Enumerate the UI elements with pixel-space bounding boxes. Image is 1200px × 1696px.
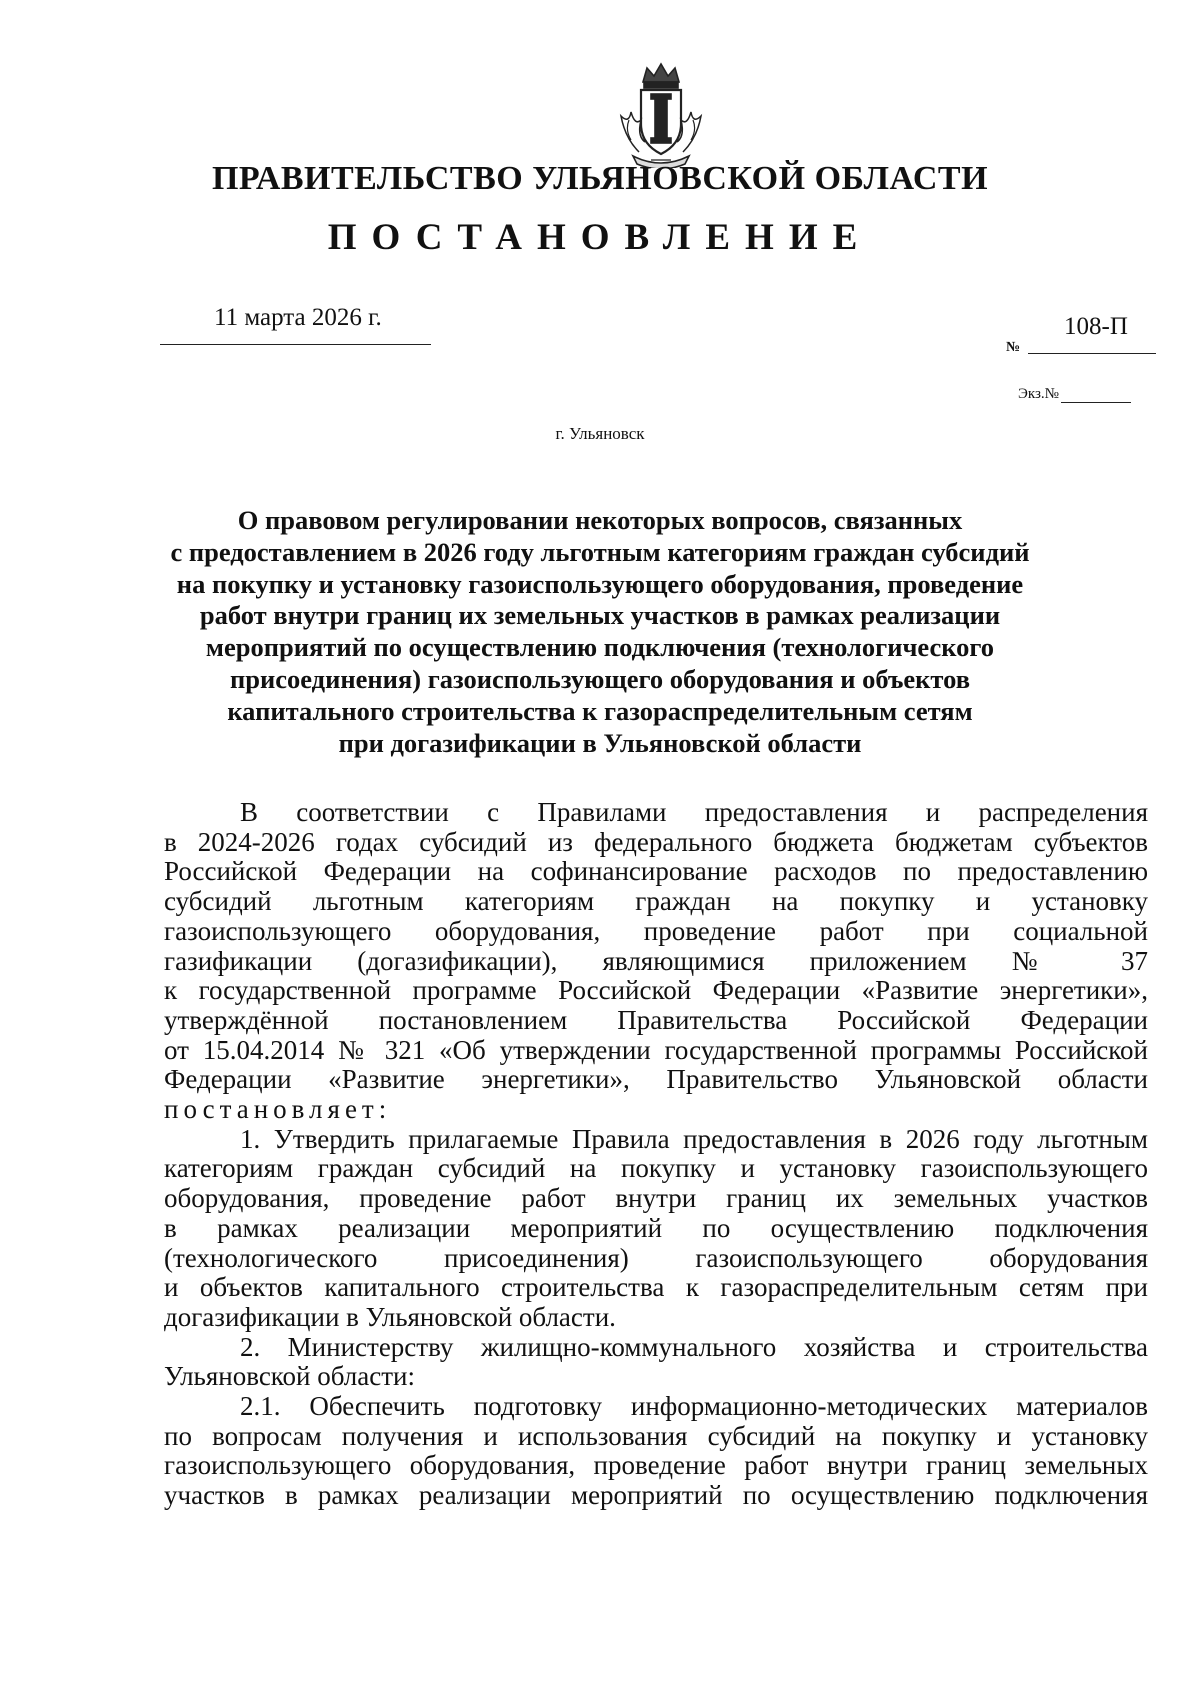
body-line: к государственной программе Российской Федерации «Развитие энергетики», [164,975,1148,1006]
body-line: догазификации в Ульяновской области. [164,1301,616,1332]
body-line: в рамках реализации мероприятий по осуществлению подключения [164,1212,1148,1243]
body-line: оборудования, проведение работ внутри границ их земельных участков [164,1183,1148,1214]
document-heading [140,505,1060,759]
coat-of-arms-icon [611,60,711,168]
body-line: Федерации «Развитие энергетики», Правительство Ульяновской области [164,1064,1148,1095]
heading-line: с предоставлением в 2026 году льготным категориям граждан субсидий [170,536,1030,567]
document-number: 108-П [1064,313,1128,340]
heading-line: мероприятий по осуществлению подключения (технологического [205,632,995,663]
heading-line: на покупку и установку газоиспользующего оборудования, проведение [176,568,1024,599]
document-body [164,798,1148,1511]
copy-number-field [1018,386,1131,403]
body-line: газоиспользующего оборудования, проведение работ при социальной [164,915,1148,946]
copy-number-line [1061,402,1131,403]
body-line: 1. Утвердить прилагаемые Правила предоставления в 2026 году льготным [240,1123,1148,1154]
body-line: газификации (догазификации), являющимися приложением № 37 [164,945,1148,976]
body-line: 2.1. Обеспечить подготовку информационно-методических материалов [240,1391,1148,1422]
number-sign: № [1006,340,1021,355]
date-underline [160,344,431,345]
body-line: В соответствии с Правилами предоставления и распределения [240,797,1148,827]
body-line: утверждённой постановлением Правительства Российской Федерации [164,1004,1148,1035]
copy-label: Экз.№ [1018,386,1059,402]
heading-line: капитального строительства к газораспределительным сетям [227,695,973,726]
body-line: участков в рамках реализации мероприятий по осуществлению подключения [164,1480,1148,1511]
city-name: г. Ульяновск [555,424,645,443]
government-name: ПРАВИТЕЛЬСТВО УЛЬЯНОВСКОЙ ОБЛАСТИ [211,160,989,197]
heading-line: присоединения) газоиспользующего оборудования и объектов [229,663,971,694]
document-date: 11 марта 2026 г. [214,304,382,331]
heading-line: О правовом регулировании некоторых вопросов, связанных [237,505,963,535]
body-line: по вопросам получения и использования субсидий на покупку и установку [164,1420,1148,1451]
body-line: от 15.04.2014 № 321 «Об утверждении государственной программы Российской [164,1034,1148,1065]
body-line: постановляет: [164,1094,392,1125]
body-line: субсидий льготным категориям граждан на покупку и установку [164,886,1148,917]
body-line: Ульяновской области: [164,1361,416,1392]
body-line: Российской Федерации на софинансирование расходов по предоставлению [164,856,1148,887]
body-line: и объектов капитального строительства к газораспределительным сетям при [164,1272,1148,1303]
document-type: ПОСТАНОВЛЕНИЕ [327,217,873,258]
heading-line: работ внутри границ их земельных участков в рамках реализации [199,600,1001,631]
body-line: 2. Министерству жилищно-коммунального хозяйства и строительства [240,1331,1148,1362]
body-line: (технологического присоединения) газоиспользующего оборудования [164,1242,1148,1273]
body-line: в 2024-2026 годах субсидий из федерального бюджета бюджетам субъектов [164,826,1148,857]
body-line: категориям граждан субсидий на покупку и установку газоиспользующего [164,1153,1148,1184]
number-underline [1028,353,1156,354]
heading-line: при догазификации в Ульяновской области [338,727,862,758]
body-line: газоиспользующего оборудования, проведение работ внутри границ земельных [164,1450,1148,1481]
